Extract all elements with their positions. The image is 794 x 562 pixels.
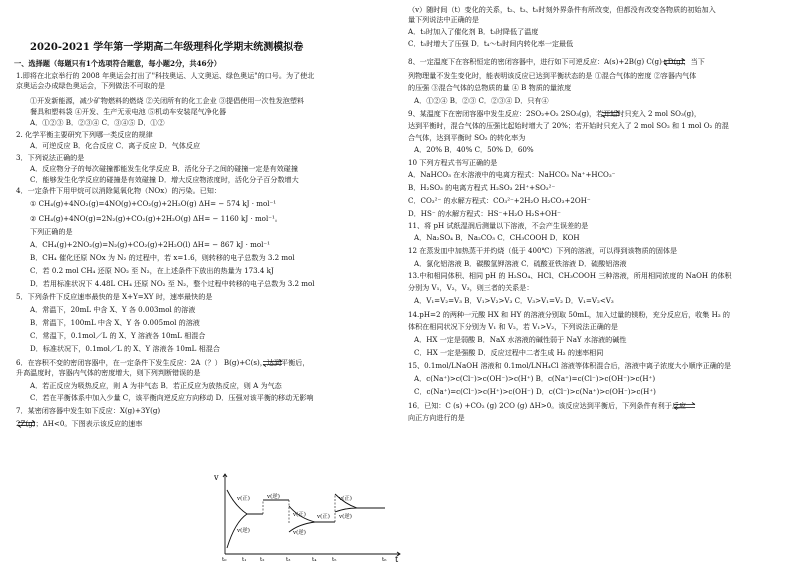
right-text-line: 量下列说法中正确的是 (408, 15, 479, 24)
left-text-line: 一、选择题（每题只有1个选项符合题意，每小题2分，共46分） (14, 59, 221, 68)
curve-label: v(逆) (267, 494, 280, 500)
page-title: 2020-2021 学年第一学期高二年级理科化学期末统测模拟卷 (30, 42, 304, 53)
left-text-line: A．反应物分子的每次碰撞都能发生化学反应 B．活化分子之间的碰撞一定是有效碰撞 (30, 164, 298, 173)
equilibrium-arrow-icon (601, 110, 621, 118)
left-text-line: 6．在容积不变的密闭容器中，在一定条件下发生反应：2A（？） B(g)+C(s)，达到平衡后， (16, 358, 310, 367)
graph-tick-label: t₆ (382, 557, 387, 562)
right-text-line: A．t₂时加入了催化剂 B．t₃时降低了温度 (408, 27, 539, 36)
right-text-line: C．HX 一定是强酸 D．反应过程中二者生成 H₂ 的速率相同 (414, 348, 604, 357)
right-text-line: 分别为 V₁，V₂，V₃，则三者的关系是： (408, 283, 534, 292)
left-text-line: 2Z(g)；ΔH<0。下图表示该反应的速率 (16, 419, 143, 428)
graph-x-label: t (395, 555, 399, 562)
left-text-line: 升高温度时，容器内气体的密度增大，则下列判断错误的是 (16, 368, 201, 377)
curve-label: v(逆) (237, 528, 250, 534)
right-text-line: （v）随时间（t）变化的关系，t₂、t₃、t₅时刻外界条件有所改变，但都没有改变各物质的初始加入 (408, 5, 716, 14)
right-text-line: A．Na₂SO₄ B．Na₂CO₃ C．CH₃COOH D．KOH (414, 233, 580, 242)
left-text-line: B．CH₄ 催化还原 NOx 为 N₂ 的过程中，若 x=1.6，则转移的电子总数为 3.2 mol (30, 253, 295, 262)
left-text-line: ① CH₄(g)+4NO₂(g)=4NO(g)+CO₂(g)+2H₂O(g) ΔH= − 574 kJ · mol⁻¹ (30, 199, 277, 208)
graph-y-label: v (214, 473, 219, 482)
left-text-line: 餐具和塑料袋 ④开发、生产无汞电池 ⑤机动车安装尾气净化器 (30, 107, 227, 116)
graph-tick-label: t₀ (222, 557, 227, 562)
left-text-line: C．能够发生化学反应的碰撞是有效碰撞 D．增大反应物浓度时，活化分子百分数增大 (30, 175, 299, 184)
right-text-line: A．HX 一定是弱酸 B．NaX 水溶液的碱性弱于 NaY 水溶液的碱性 (414, 335, 627, 344)
graph-tick-label: t₂ (260, 557, 265, 562)
left-text-line: 下列正确的是 (30, 227, 73, 236)
right-text-line: C．CO₃²⁻ 的水解方程式：CO₃²⁻+2H₂O H₂CO₃+2OH⁻ (408, 196, 591, 205)
left-text-line: A．可逆反应 B．化合反应 C．离子反应 D．气体反应 (30, 141, 201, 150)
right-text-line: B．H₂SO₃ 的电离方程式 H₂SO₃ 2H⁺+SO₃²⁻ (408, 183, 556, 192)
right-text-line: 向正方向进行的是 (408, 413, 465, 422)
left-text-line: C．常温下，0.1mol／L 的 X、Y 溶液各 10mL 相混合 (30, 331, 206, 340)
curve-label: v(正) (339, 496, 352, 502)
left-text-line: 7．某密闭容器中发生如下反应：X(g)+3Y(g) (16, 406, 161, 415)
left-text-line: B．常温下，100mL 中含 X、Y 各 0.005mol 的溶液 (30, 318, 200, 327)
right-column (400, 0, 794, 560)
right-text-line: 11、将 pH 试纸湿润后测量以下溶液，不会产生误差的是 (408, 221, 589, 230)
left-text-line: 5．下列条件下反应速率最快的是 X+Y=XY 时，速率最快的是 (16, 292, 213, 301)
left-text-line: A．CH₄(g)+2NO₂(g)=N₂(g)+CO₂(g)+2H₂O(l) ΔH= − 867 kJ · mol⁻¹ (30, 240, 270, 249)
right-text-line: 列物理量不发生变化时，能表明该反应已达到平衡状态的是 ①混合气体的密度 ②容器内气体 (408, 71, 697, 80)
left-text-line: A．常温下，20mL 中含 X、Y 各 0.003mol 的溶液 (30, 305, 196, 314)
right-text-line: 13.中和相同体积、相同 pH 的 H₂SO₄、HCl、CH₃COOH 三种溶液，所用相同浓度的 NaOH 的体积 (408, 271, 732, 280)
right-text-line: 10 下列方程式书写正确的是 (408, 158, 498, 167)
curve-label: v(正) (293, 512, 306, 518)
right-text-line: 16．已知：C (s) +CO₂ (g) 2CO (g) ΔH>0。该反应达到平衡后，下列条件有利于反应 (408, 401, 687, 410)
rate-time-graph (205, 470, 405, 562)
right-text-line: 8、一定温度下在容积恒定的密闭容器中，进行如下可逆反应：A(s)+2B(g) C(g)+D(g)，当下 (408, 57, 705, 66)
right-text-line: A．c(Na⁺)>c(Cl⁻)>c(OH⁻)>c(H⁺) B．c(Na⁺)=c(Cl⁻)>c(OH⁻)>c(H⁺) (414, 374, 656, 383)
right-text-line: 合气体，达到平衡时 SO₂ 的转化率为 (408, 133, 526, 142)
equilibrium-arrow-icon (17, 420, 37, 428)
right-text-line: A．20% B．40% C．50% D．60% (414, 145, 534, 154)
curve-label: v(逆) (293, 530, 306, 536)
right-text-line: A．NaHCO₃ 在水溶液中的电离方程式：NaHCO₃ Na⁺+HCO₃⁻ (408, 170, 616, 179)
right-text-line: 9、某温度下在密闭容器中发生反应：2SO₂+O₂ 2SO₃(g)，若开始时只充入 2 mol SO₃(g)， (408, 109, 701, 118)
right-text-line: 12 在蒸发皿中加热蒸干并灼烧（低于 400℃）下列的溶液，可以得到该物质的固体是 (408, 246, 678, 255)
left-text-line: 4．一定条件下用甲烷可以消除氮氧化物（NOx）的污染。已知： (16, 186, 221, 195)
right-text-line: A．氯化铝溶液 B．碳酸氢钾溶液 C．硫酸亚铁溶液 D．硫酸铝溶液 (414, 259, 627, 268)
left-text-line: 3．下列说法正确的是 (16, 153, 85, 162)
right-text-line: C．t₅时增大了压强 D．t₄～t₅时间内转化率一定最低 (408, 39, 574, 48)
curve-label: v(正) (237, 496, 250, 502)
right-text-line: A．V₁=V₂=V₃ B．V₁>V₂>V₃ C．V₃>V₁=V₂ D．V₁=V₂<V₃ (414, 296, 614, 305)
left-text-line: 京奥运会办成绿色奥运会，下列做法不可取的是 (16, 81, 165, 90)
right-text-line: C．c(Na⁺)=c(Cl⁻)>c(H⁺)>c(OH⁻) D．c(Cl⁻)>c(Na⁺)>c(OH⁻)>c(H⁺) (414, 387, 656, 396)
left-text-line: A．①②③ B．②③④ C．③④⑤ D．①② (30, 118, 165, 127)
left-text-line: D．标准状况下，0.1mol／L 的 X、Y 溶液各 10mL 相混合 (30, 344, 220, 353)
right-text-line: 的压强 ③混合气体的总物质的量 ④ B 物质的量浓度 (408, 83, 572, 92)
right-text-line: 体积在相同状况下分别为 V₁ 和 V₂，若 V₁>V₂，下列说法正确的是 (408, 322, 618, 331)
left-text-line: D．若用标准状况下 4.48L CH₄ 还原 NO₂ 至 N₂，整个过程中转移的电子总数为 3.2 mol (30, 279, 315, 288)
curve-label: v(正) (317, 514, 330, 520)
right-text-line: 15、0.1mol/LNaOH 溶液和 0.1mol/LNH₄Cl 溶液等体积混合后，溶液中离子浓度大小顺序正确的是 (408, 361, 732, 370)
equilibrium-arrow-icon (262, 359, 284, 367)
equilibrium-arrow-icon (663, 58, 687, 66)
right-text-line: D．HS⁻ 的水解方程式：HS⁻+H₂O H₂S+OH⁻ (408, 209, 561, 218)
right-text-line: A．①②④ B．②③ C．②③④ D．只有④ (414, 96, 549, 105)
right-text-line: 达到平衡时，混合气体的压强比起始时增大了 20%；若开始时只充入了 2 mol SO₂ 和 1 mol O₂ 的混 (408, 121, 729, 130)
right-text-line: 14.pH=2 的两种一元酸 HX 和 HY 的溶液分别取 50mL，加入过量的镁粉，充分反应后，收集 H₂ 的 (408, 310, 731, 319)
curve-label: v(逆) (339, 514, 352, 520)
left-text-line: ①开发新能源，减少矿物燃料的燃烧 ②关闭所有的化工企业 ③提倡使用一次性发泡塑料 (30, 96, 305, 105)
left-text-line: 1.即将在北京举行的 2008 年奥运会打出了"科技奥运、人文奥运、绿色奥运"的口号。为了使北 (16, 71, 315, 80)
graph-tick-label: t₃ (286, 557, 291, 562)
left-text-line: ② CH₄(g)+4NO(g)=2N₂(g)+CO₂(g)+2H₂O(g) ΔH= − 1160 kJ · mol⁻¹。 (30, 214, 282, 223)
graph-tick-label: t₄ (312, 557, 317, 562)
graph-tick-label: t₁ (242, 557, 247, 562)
equilibrium-arrow-icon (673, 402, 697, 410)
left-text-line: A．若正反应为吸热反应，则 A 为非气态 B．若正反应为放热反应，则 A 为气态 (30, 381, 282, 390)
left-text-line: 2. 化学平衡主要研究下列哪一类反应的规律 (16, 130, 153, 139)
graph-tick-label: t₅ (332, 557, 337, 562)
left-text-line: C．若 0.2 mol CH₄ 还原 NO₂ 至 N₂，在上述条件下放出的热量为 173.4 kJ (30, 266, 274, 275)
left-text-line: C．若在平衡体系中加入少量 C，该平衡向逆反应方向移动 D．压强对该平衡的移动无影响 (30, 393, 314, 402)
